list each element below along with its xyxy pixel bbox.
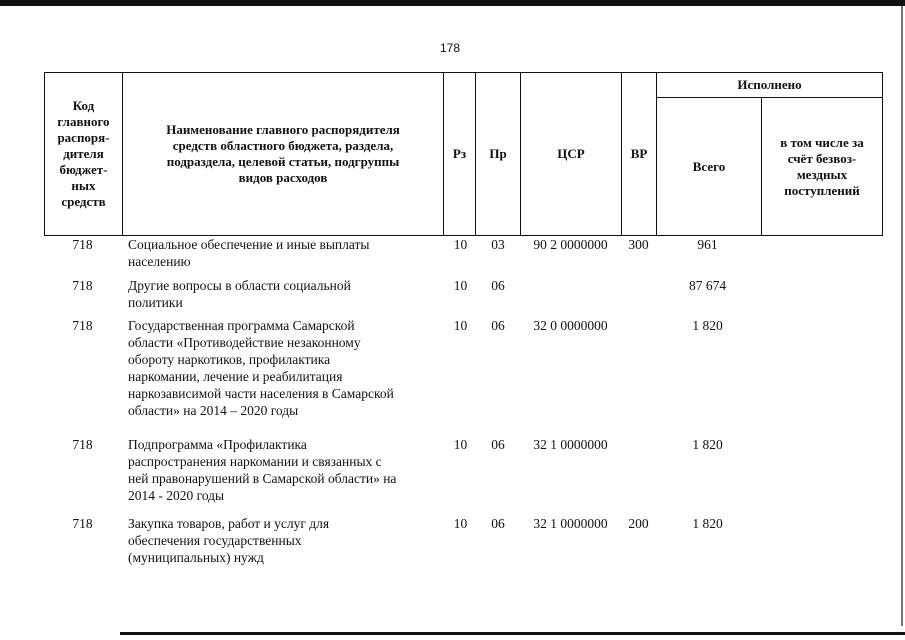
cell-code: 718 bbox=[72, 278, 93, 293]
cell-pr: 06 bbox=[491, 278, 505, 293]
cell-pr: 06 bbox=[491, 516, 505, 531]
cell-code: 718 bbox=[72, 437, 93, 452]
cell-code: 718 bbox=[72, 516, 93, 531]
cell-vr: 300 bbox=[628, 237, 649, 252]
table-header bbox=[44, 72, 883, 236]
cell-name: Закупка товаров, работ и услуг для обеспечения государственных (муниципальных) нужд bbox=[128, 516, 330, 565]
cell-pr: 06 bbox=[491, 437, 505, 452]
cell-total: 87 674 bbox=[688, 278, 727, 293]
scan-bottom-border bbox=[120, 632, 905, 635]
cell-name: Другие вопросы в области социальной политики bbox=[128, 278, 351, 310]
header-code: Код главного распоря- дителя бюджет- ных средств bbox=[57, 98, 110, 209]
header-incl: в том числе за счёт безвоз- мездных поступлений bbox=[780, 134, 864, 198]
cell-csr: 32 1 0000000 bbox=[533, 437, 608, 452]
header-csr: ЦСР bbox=[557, 146, 585, 161]
cell-csr: 90 2 0000000 bbox=[533, 237, 608, 252]
header-rz: Рз bbox=[452, 146, 467, 161]
header-executed: Исполнено bbox=[737, 77, 802, 92]
cell-total: 961 bbox=[697, 237, 718, 252]
cell-rz: 10 bbox=[453, 237, 468, 252]
scan-right-edge bbox=[901, 6, 903, 626]
header-vr: ВР bbox=[630, 146, 648, 161]
header-name: Наименование главного распорядителя средств областного бюджета, раздела, подраздела, целевой статьи, подгруппы видов расходов bbox=[166, 122, 400, 185]
cell-code: 718 bbox=[72, 237, 93, 252]
cell-pr: 06 bbox=[491, 318, 505, 333]
cell-total: 1 820 bbox=[692, 437, 723, 452]
cell-rz: 10 bbox=[453, 516, 468, 531]
page-number: 178 bbox=[440, 41, 461, 55]
cell-csr: 32 1 0000000 bbox=[533, 516, 608, 531]
header-pr: Пр bbox=[489, 146, 507, 161]
cell-pr: 03 bbox=[491, 237, 505, 252]
header-total: Всего bbox=[692, 158, 726, 174]
cell-code: 718 bbox=[72, 318, 93, 333]
cell-name: Подпрограмма «Профилактика распространения наркомании и связанных с ней правонарушений в Самарской области» на 2014 - 2020 годы bbox=[128, 437, 397, 503]
cell-rz: 10 bbox=[453, 278, 468, 293]
cell-total: 1 820 bbox=[692, 318, 723, 333]
cell-vr: 200 bbox=[628, 516, 649, 531]
scan-top-border bbox=[0, 0, 905, 6]
cell-name: Государственная программа Самарской области «Противодействие незаконному обороту наркотиков, профилактика наркомании, лечение и реабилитация наркозависимой части населения в Самарской области» на 2014 – 2020 годы bbox=[128, 318, 394, 418]
cell-total: 1 820 bbox=[692, 516, 723, 531]
cell-name: Социальное обеспечение и иные выплаты населению bbox=[128, 237, 370, 269]
cell-rz: 10 bbox=[453, 318, 468, 333]
cell-csr: 32 0 0000000 bbox=[533, 318, 608, 333]
cell-rz: 10 bbox=[453, 437, 468, 452]
